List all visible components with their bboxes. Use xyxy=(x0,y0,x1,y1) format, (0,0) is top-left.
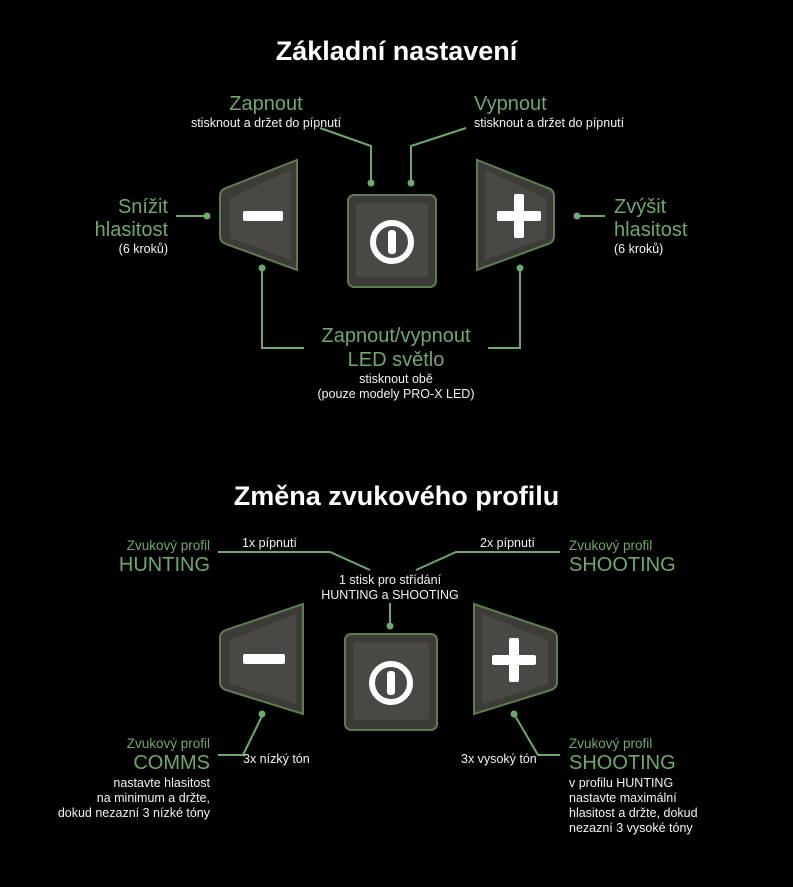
leader-line-hunting xyxy=(218,552,370,570)
comms-desc-1: nastavte hlasitost xyxy=(113,776,210,790)
hunting-profile-name: HUNTING xyxy=(118,554,210,576)
comms-desc-2: na minimum a držte, xyxy=(96,791,210,805)
basic-settings-heading: Základní nastavení xyxy=(275,36,518,66)
shooting-bottom-name: SHOOTING xyxy=(569,752,676,774)
volume-up-callout xyxy=(614,196,687,257)
power-off-callout xyxy=(474,93,624,131)
volume-up-desc: (6 kroků) xyxy=(614,242,664,256)
leader-dot-on xyxy=(368,180,375,187)
power-off-desc: stisknout a držet do pípnutí xyxy=(474,116,625,130)
shooting-tone: 3x vysoký tón xyxy=(461,752,537,766)
shooting-top-label: Zvukový profil xyxy=(569,538,653,553)
leader-line-comms xyxy=(218,716,262,755)
leader-dot-vol-up xyxy=(574,213,581,220)
power-on-title: Zapnout xyxy=(229,93,303,115)
shooting-profile-callout-top xyxy=(569,538,676,577)
minus-button-top xyxy=(220,160,297,270)
leader-line-shooting-top xyxy=(416,552,560,570)
led-desc-2: (pouze modely PRO-X LED) xyxy=(317,387,475,401)
plus-button-bottom xyxy=(474,604,557,714)
volume-down-callout xyxy=(40,196,168,257)
leader-dot-comms xyxy=(259,711,266,718)
led-callout xyxy=(246,324,546,402)
leader-dot-led-left xyxy=(259,265,266,272)
comms-desc-3: dokud nezazní 3 nízké tóny xyxy=(57,806,210,820)
comms-name: COMMS xyxy=(133,752,210,774)
comms-tone: 3x nízký tón xyxy=(243,752,310,766)
power-on-callout xyxy=(96,93,436,131)
comms-label: Zvukový profil xyxy=(126,736,210,751)
power-button-top xyxy=(348,195,436,287)
leader-line-off xyxy=(411,128,466,180)
plus-button-top xyxy=(477,160,554,270)
toggle-line-2: HUNTING a SHOOTING xyxy=(321,588,459,602)
leader-dot-off xyxy=(408,180,415,187)
volume-down-title-2: hlasitost xyxy=(94,219,168,241)
power-on-desc: stisknout a držet do pípnutí xyxy=(190,116,342,130)
leader-dot-toggle xyxy=(387,623,394,630)
minus-icon xyxy=(243,654,285,664)
hunting-profile-label: Zvukový profil xyxy=(126,538,210,553)
shooting-bottom-desc-1: v profilu HUNTING xyxy=(569,776,674,790)
hunting-profile-callout xyxy=(50,538,210,577)
volume-down-title-1: Snížit xyxy=(117,196,168,218)
volume-up-title-1: Zvýšit xyxy=(614,196,667,218)
hunting-beep: 1x pípnutí xyxy=(242,536,297,550)
leader-line-shooting-bottom xyxy=(514,714,560,755)
toggle-callout xyxy=(290,573,490,603)
shooting-top-name: SHOOTING xyxy=(569,554,676,576)
comms-profile-callout xyxy=(20,736,210,821)
shooting-beep: 2x pípnutí xyxy=(480,536,535,550)
power-off-title: Vypnout xyxy=(474,93,547,115)
shooting-bottom-desc-3: hlasitost a držte, dokud xyxy=(569,806,698,820)
volume-down-desc: (6 kroků) xyxy=(118,242,168,256)
shooting-bottom-desc-2: nastavte maximální xyxy=(569,791,677,805)
shooting-bottom-label: Zvukový profil xyxy=(569,736,653,751)
sound-profile-heading: Změna zvukového profilu xyxy=(233,481,560,511)
minus-button-bottom xyxy=(220,604,303,714)
leader-dot-led-right xyxy=(517,265,524,272)
leader-dot-shooting-bottom xyxy=(511,711,518,718)
led-desc-1: stisknout obě xyxy=(359,372,433,386)
led-title-1: Zapnout/vypnout xyxy=(321,325,471,347)
toggle-line-1: 1 stisk pro střídání xyxy=(338,573,442,587)
minus-icon xyxy=(243,211,283,221)
leader-dot-vol-down xyxy=(204,213,211,220)
shooting-bottom-desc-4: nezazní 3 vysoké tóny xyxy=(569,821,693,835)
leader-line-on xyxy=(320,128,371,180)
shooting-profile-callout-bottom xyxy=(569,736,698,836)
led-title-2: LED světlo xyxy=(347,349,445,371)
volume-up-title-2: hlasitost xyxy=(614,219,688,241)
power-button-bottom xyxy=(345,634,437,730)
